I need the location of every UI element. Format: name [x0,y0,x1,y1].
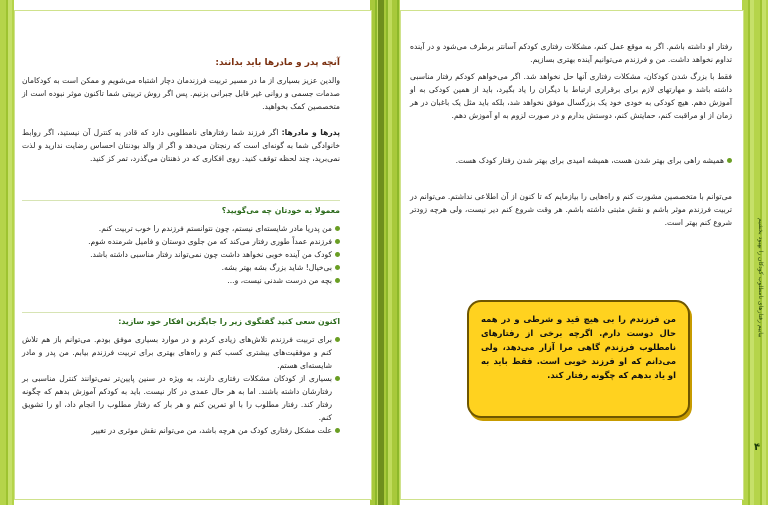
intro-text: والدین عزیز بسیاری از ما در مسیر تربیت فرزندمان دچار اشتباه می‌شویم و ممکن است به کودکامان صدمات جسمی و روانی غیر قابل جبرانی بزنیم. پس اگر روش تربیتی شما تاکنون موثر نبوده است از متخصصین کمک بخواهید. [22,76,340,111]
section-heading: آنچه پدر و مادرها باید بدانند: [215,58,340,68]
positive-thoughts-list [22,333,340,437]
bullet-dot [335,337,340,342]
divider [22,200,340,201]
list-item-text: کودک من آینده خوبی نخواهد داشت چون نمی‌تواند رفتار مناسبی داشته باشد. [90,250,332,259]
book-spine [378,0,384,505]
parents-lead: پدرها و مادرها: [281,128,340,137]
bullet-dot [335,252,340,257]
right-bullet [410,154,732,167]
right-paragraph-1 [410,40,732,66]
list-item-text: بچه من درست شدنی نیست، و... [227,276,332,285]
intro-paragraph [22,74,340,113]
right-paragraph-1-text: رفتار او داشته باشم. اگر به موقع عمل کنم، مشکلات رفتاری کودکم آسانتر برطرف می‌شود و در آینده تداوم نخواهد داشت. من و فرزندم می‌توانیم آینده بهتری بسازیم. [410,42,732,64]
divider [22,312,340,313]
list-item [22,424,340,437]
list-item [22,372,340,424]
subheading-replace-thoughts: اکنون سعی کنید گفتگوی زیر را جایگزین افکار خود سازید: [118,317,340,326]
bullet-dot [727,158,732,163]
list-item [410,154,732,167]
bullet-dot [335,376,340,381]
list-item-text: علت مشکل رفتاری کودک من هرچه باشد، من می‌توانم نقش موثری در تغییر [91,426,332,435]
list-item-text: همیشه راهی برای بهتر شدن هست، همیشه امیدی برای بهتر شدن رفتار کودک هست. [455,156,724,165]
list-item-text: من پدریا مادر شایسته‌ای نیستم، چون نتوانستم فرزندم را خوب تربیت کنم. [98,224,332,233]
page-number: ۴ [754,442,761,453]
list-item-text: فرزندم عمداً طوری رفتار می‌کند که من جلوی دوستان و فامیل شرمنده شوم. [88,237,332,246]
negative-thoughts-list [22,222,340,287]
right-paragraph-3 [410,190,732,229]
list-item [22,235,340,248]
parents-paragraph [22,126,340,165]
right-paragraph-2 [410,70,732,122]
subheading-self-talk: معمولا به خودتان چه می‌گویید؟ [221,206,340,215]
parents-text: اگر فرزند شما رفتارهای نامطلوبی دارد که قادر به کنترل آن نیستید، اگر روابط خانوادگی شما به گونه‌ای است که رنجتان می‌دهد و اگر از والد بودنتان احساس رضایت ندارید و لذت نمی‌برید، چند لحظه توقف کنید. روی افکاری که در ذهنتان می‌گذرد، تمر کز کنید. [22,128,340,163]
bullet-dot [335,428,340,433]
bullet-dot [335,265,340,270]
sidebar-title: بیاییم رفتارهای نامطلوب کودکان را بهبود بخشیم [757,218,764,338]
right-paragraph-2-text: فقط با بزرگ شدن کودکان، مشکلات رفتاری آنها حل نخواهد شد. اگر می‌خواهم کودکم رفتار مناسبی داشته باشد و مهارتهای لازم برای برقراری ارتباط با دیگران را یاد بگیرد، باید از همین کودکی به او آموزش دهم. هیچ کودکی به خودی خود یک بزرگسال موفق نخواهد شد، بلکه باید مثل یک باغبان در هر زمان از او مراقبت کنم، حمایتش کنم، دوستش بدارم و در صورت لزوم به او آموزش دهم. [410,72,732,120]
list-item [22,248,340,261]
right-paragraph-3-text: می‌توانم با متخصصین مشورت کنم و راه‌هایی را بیازمایم که تا کنون از آن اطلاعی نداشتم. می‌توانم در تربیت فرزندم موثر باشم و نقش مثبتی داشته باشم. هر وقت شروع کنم دیر نیست، ولی هرچه زودتر شروع کنم بهتر است. [410,192,732,227]
callout-text: من فرزندم را بی هیچ قید و شرطی و در همه حال دوست دارم. اگرچه برخی از رفتارهای نامطلوب فرزندم گاهی مرا آزار می‌دهد، ولی می‌دانم که او فرزند خوبی است. فقط باید به او یاد بدهم که چگونه رفتار کند. [481,314,676,380]
list-item-text: بسیاری از کودکان مشکلات رفتاری دارند، به ویژه در سنین پایین‌تر نمی‌توانند کنترل مناسبی بر رفتارشان داشته باشند. اما به هر حال عمدی در کار نیست. باید به کودکم آموزش بدهم که چگونه رفتار کند. رفتار مطلوب را با او تمرین کنم و هر بار که رفتار مطلوب را انجام داد، او را تشویق کنم. [22,374,332,422]
list-item-text: برای تربیت فرزندم تلاش‌های زیادی کردم و در موارد بسیاری موفق بودم. می‌توانم باز هم تلاش کنم و موفقیت‌های بیشتری کسب کنم و راه‌های بهتری برای تربیت فرزندم بیابم. من پدر و مادر شایسته‌ای هستم. [22,335,332,370]
bullet-dot [335,226,340,231]
list-item [22,222,340,235]
list-item-text: بی‌خیال! شاید بزرگ بشه بهتر بشه. [221,263,332,272]
left-stripe-border [0,0,14,505]
middle-stripe-border [370,0,400,505]
bullet-dot [335,278,340,283]
callout-box [467,300,690,418]
list-item [22,333,340,372]
list-item [22,261,340,274]
list-item [22,274,340,287]
bullet-dot [335,239,340,244]
